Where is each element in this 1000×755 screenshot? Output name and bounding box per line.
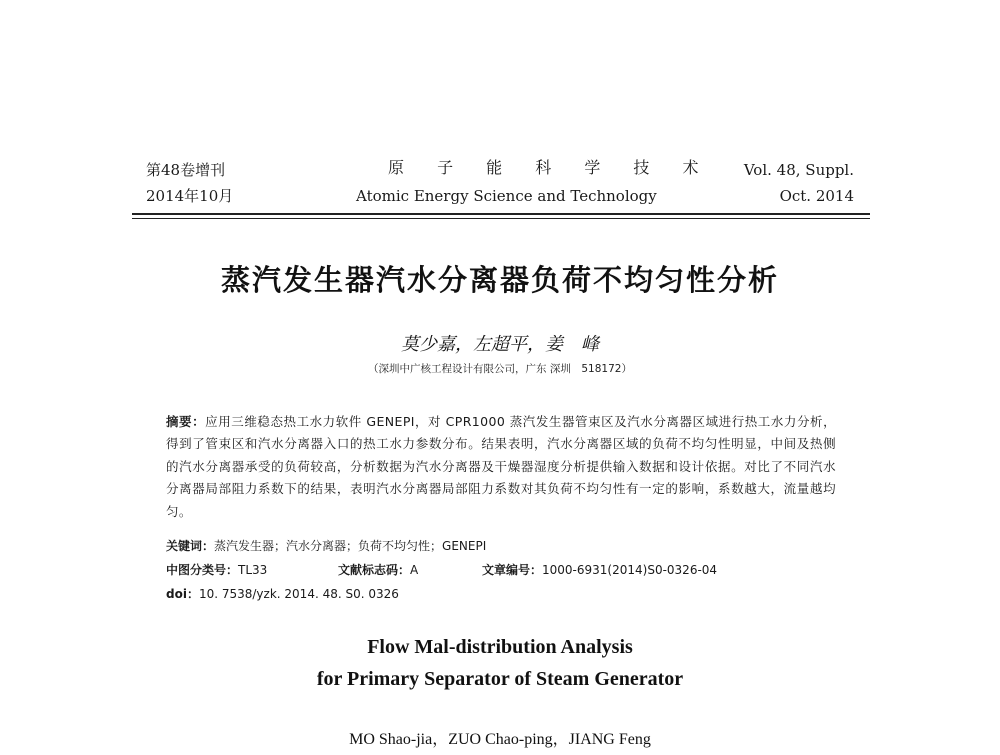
doi-value: 10. 7538/yzk. 2014. 48. S0. 0326: [198, 587, 399, 601]
doi-label: doi：: [166, 587, 199, 601]
keywords-line: [166, 537, 486, 554]
header-rule-thick: [132, 213, 870, 215]
publication-date-en: Oct. 2014: [779, 187, 854, 205]
document-code-value: A: [410, 563, 419, 577]
clc-line: [166, 561, 267, 578]
doi-line: [166, 585, 399, 602]
article-number-line: [482, 561, 717, 578]
abstract-text: 应用三维稳态热工水力软件 GENEPI，对 CPR1000 蒸汽发生器管束区及汽水分离器区域进行热工水力分析，得到了管束区和汽水分离器入口的热工水力参数分布。结果表明，汽水分离器区域的负荷不均匀性明显，中间及热侧的汽水分离器承受的负荷较高，分析数据为汽水分离器及干燥器湿度分析提供输入数据和设计依据。对比了不同汽水分离器局部阻力系数下的结果，表明汽水分离器局部阻力系数对其负荷不均匀性有一定的影响，系数越大，流量越均匀。: [166, 414, 836, 519]
keywords-label: 关键词：: [166, 539, 215, 553]
abstract-cn: [166, 411, 836, 523]
journal-name-cn: 原 子 能 科 学 技 术: [388, 158, 713, 177]
authors-en: MO Shao-jia，ZUO Chao-ping，JIANG Feng: [349, 731, 651, 748]
clc-label: 中图分类号：: [166, 563, 239, 577]
affiliation-cn: （深圳中广核工程设计有限公司，广东 深圳 518172）: [368, 363, 632, 375]
keywords-text: 蒸汽发生器；汽水分离器；负荷不均匀性；GENEPI: [214, 539, 487, 553]
volume-issue-cn: 第48卷增刊: [146, 161, 226, 179]
article-title-cn: 蒸汽发生器汽水分离器负荷不均匀性分析: [220, 263, 779, 297]
authors-cn: 莫少嘉，左超平，姜 峰: [401, 334, 599, 355]
article-title-en-line1: Flow Mal-distribution Analysis: [367, 636, 633, 658]
header-rule-thin: [132, 218, 870, 219]
article-number-value: 1000-6931(2014)S0-0326-04: [542, 563, 718, 577]
article-title-en-line2: for Primary Separator of Steam Generator: [316, 668, 684, 690]
publication-date-cn: 2014年10月: [146, 187, 234, 205]
document-code-line: [338, 561, 418, 578]
volume-issue-en: Vol. 48, Suppl.: [743, 161, 854, 179]
clc-value: TL33: [238, 563, 268, 577]
article-number-label: 文章编号：: [482, 563, 543, 577]
document-code-label: 文献标志码：: [338, 563, 411, 577]
journal-name-en: Atomic Energy Science and Technology: [356, 187, 657, 205]
abstract-label: 摘要：: [166, 414, 206, 429]
